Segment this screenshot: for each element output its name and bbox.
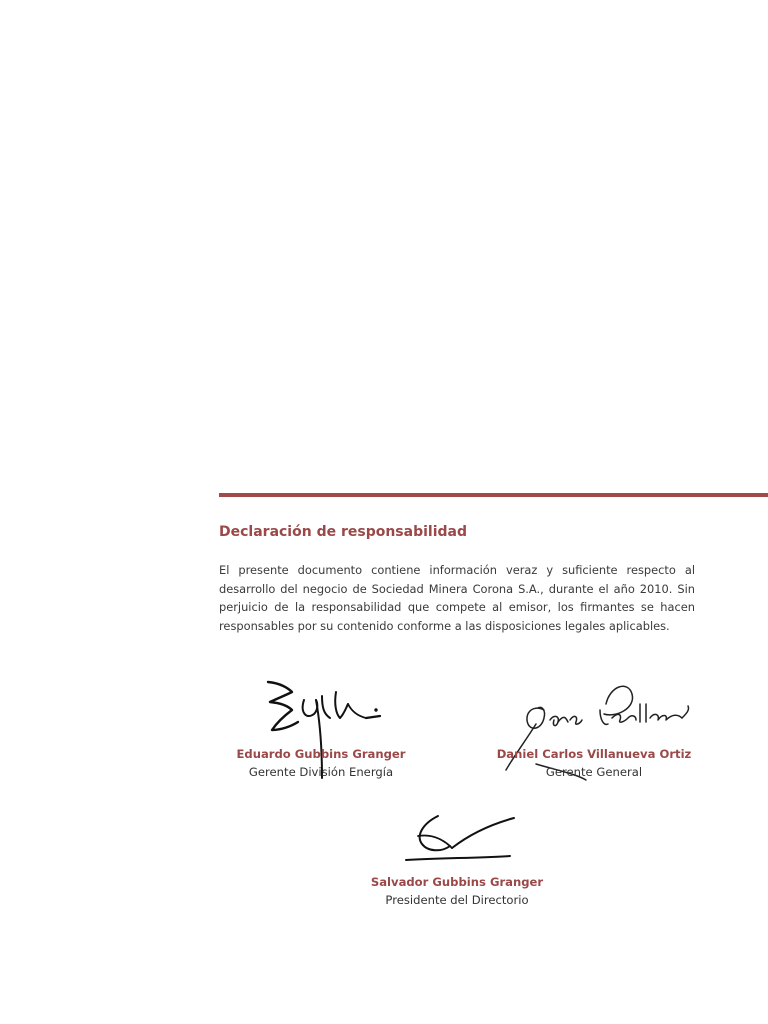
- signer-name: Salvador Gubbins Granger: [370, 875, 544, 889]
- signature-salvador-gubbins: [400, 808, 520, 868]
- signer-block-eduardo: [221, 745, 421, 781]
- signer-name: Eduardo Gubbins Granger: [236, 747, 406, 761]
- declaration-heading: Declaración de responsabilidad: [219, 524, 467, 540]
- signer-block-salvador: [357, 873, 557, 909]
- declaration-body: El presente documento contiene información veraz y suficiente respecto al desarrollo del negocio de Sociedad Minera Corona S.A., durante el año 2010. Sin perjuicio de la responsabilidad que compete al emisor, los firmantes se hacen responsables por su contenido conforme a las disposiciones legales aplicables.: [219, 563, 695, 633]
- section-divider: [219, 493, 768, 497]
- signer-role: Presidente del Directorio: [385, 893, 529, 907]
- signer-block-daniel: [494, 745, 694, 781]
- signer-name: Daniel Carlos Villanueva Ortiz: [496, 747, 692, 761]
- signer-role: Gerente División Energía: [248, 765, 394, 779]
- signer-role: Gerente General: [545, 765, 643, 779]
